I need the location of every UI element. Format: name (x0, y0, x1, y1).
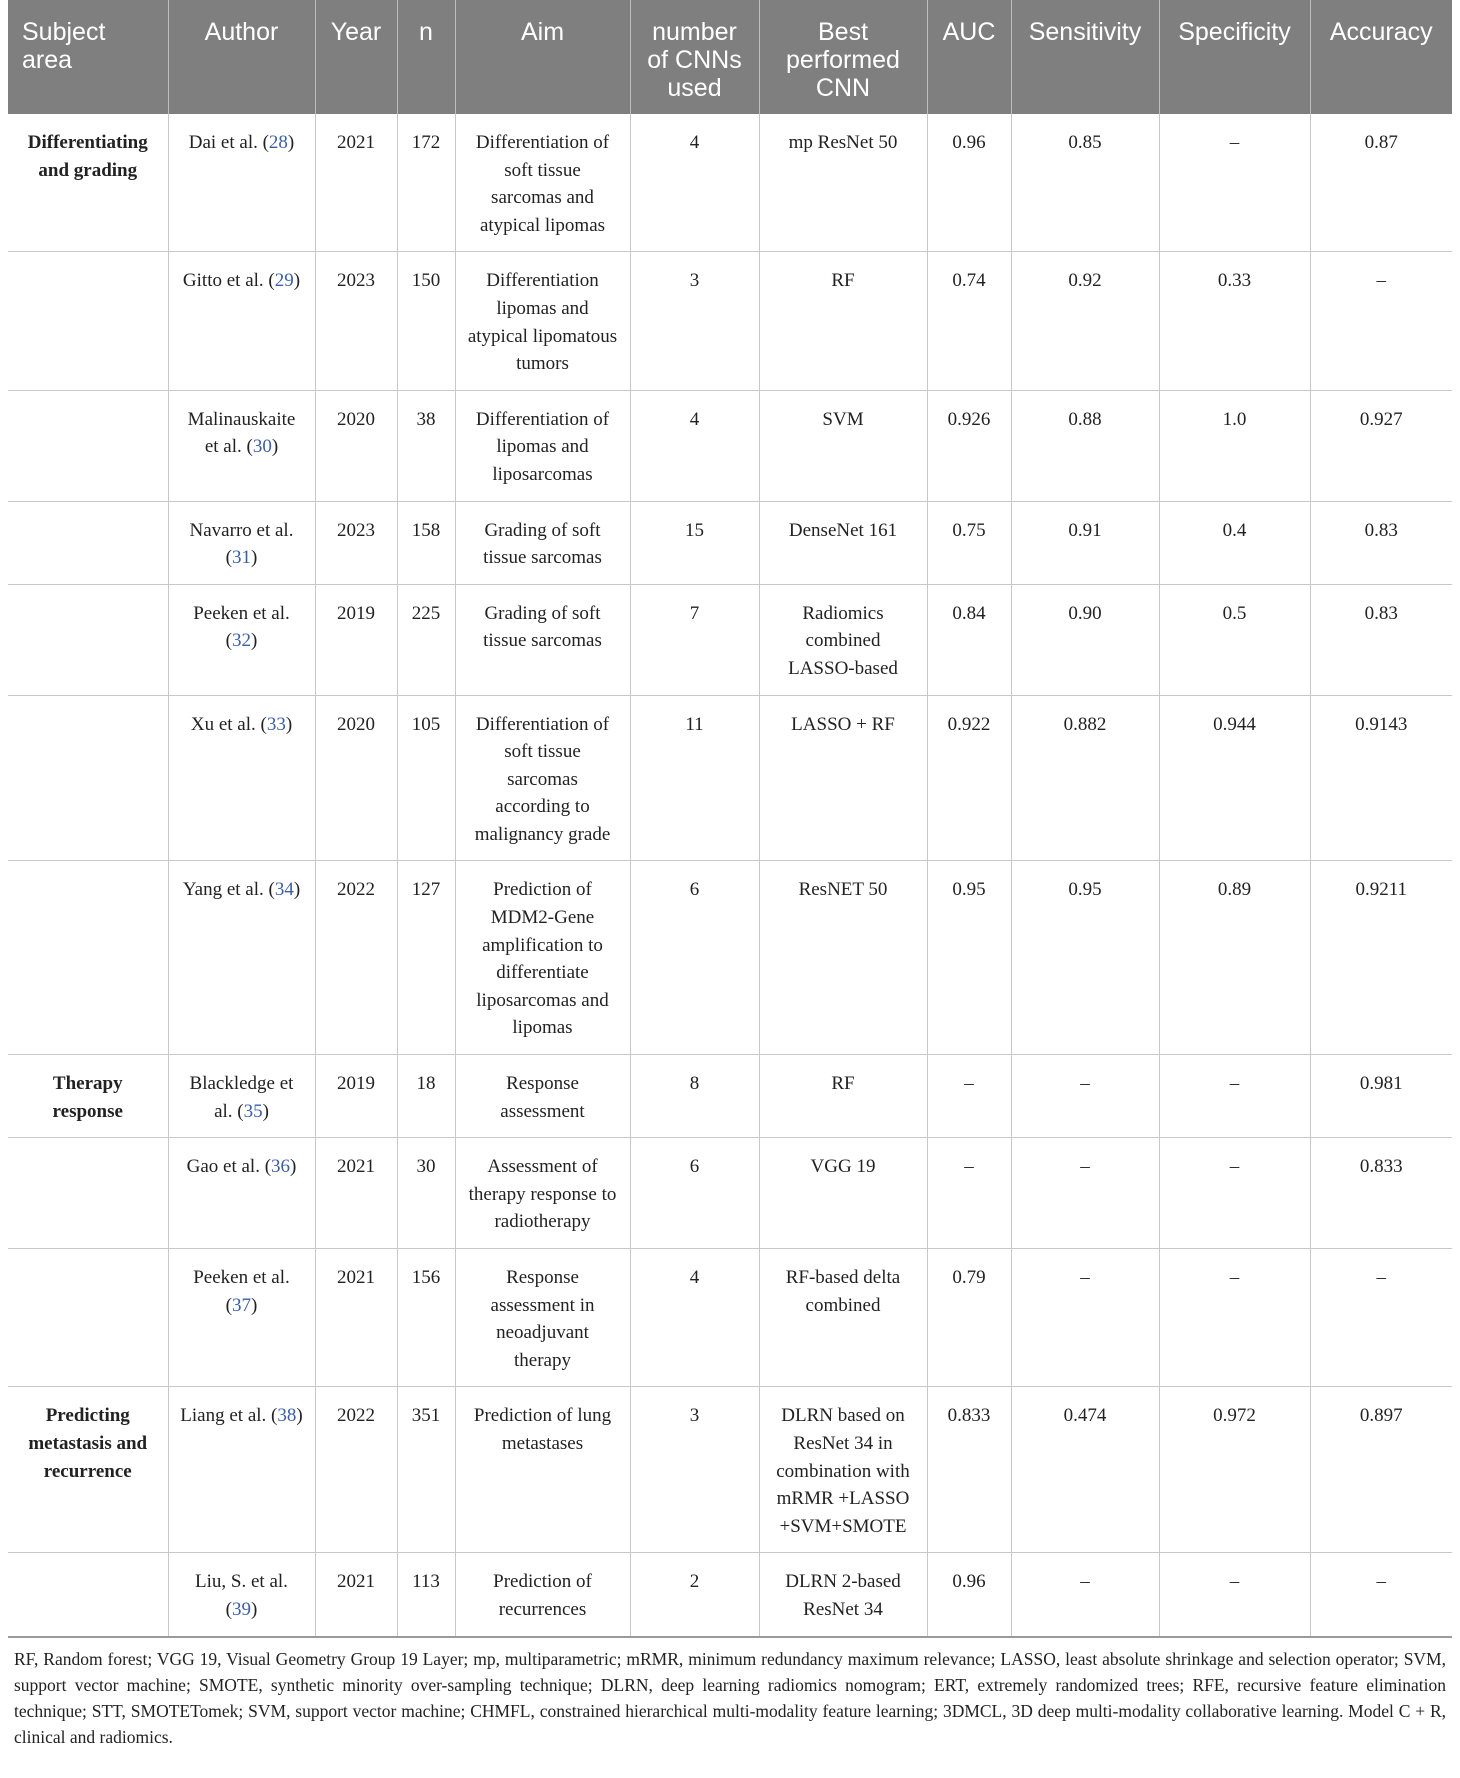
n-cell: 30 (397, 1138, 455, 1249)
accuracy-cell: 0.87 (1310, 114, 1452, 252)
cnn-count-cell: 4 (630, 1249, 759, 1387)
page (8, 0, 1452, 1750)
cnn-count-cell: 11 (630, 695, 759, 861)
author-name: Yang et al. (182, 879, 264, 901)
best-cnn-cell: Radiomics combined LASSO-based (759, 584, 927, 695)
table-row (8, 1553, 1452, 1637)
author-name: Xu et al. (190, 713, 256, 735)
author-cell: Peeken et al. (32) (168, 584, 315, 695)
year-cell: 2021 (315, 1138, 397, 1249)
subject-area-cell (8, 501, 168, 584)
aim-cell: Differentiation lipomas and atypical lipomatous tumors (455, 252, 630, 390)
subject-area-cell (8, 1249, 168, 1387)
subject-area-cell (8, 252, 168, 390)
author-cell: Dai et al. (28) (168, 114, 315, 252)
cnn-count-cell: 8 (630, 1055, 759, 1138)
table-row (8, 1138, 1452, 1249)
table-row (8, 390, 1452, 501)
best-cnn-cell: mp ResNet 50 (759, 114, 927, 252)
accuracy-cell: 0.833 (1310, 1138, 1452, 1249)
author-name: Gao et al. (186, 1156, 260, 1178)
year-cell: 2022 (315, 861, 397, 1055)
cnn-count-cell: 2 (630, 1553, 759, 1637)
reference-link[interactable]: 31 (232, 547, 251, 569)
reference-link[interactable]: 30 (252, 436, 272, 458)
auc-cell: 0.79 (927, 1249, 1011, 1387)
table-row (8, 584, 1452, 695)
header-subject-area: Subject area (8, 0, 168, 114)
reference-link[interactable]: 34 (274, 879, 294, 901)
header-author: Author (168, 0, 315, 114)
sensitivity-cell: 0.91 (1011, 501, 1159, 584)
aim-cell: Grading of soft tissue sarcomas (455, 501, 630, 584)
sensitivity-cell: – (1011, 1249, 1159, 1387)
sensitivity-cell: 0.88 (1011, 390, 1159, 501)
table-row (8, 501, 1452, 584)
accuracy-cell: 0.9211 (1310, 861, 1452, 1055)
author-name: Dai et al. (188, 132, 258, 153)
author-name: Malinauskaite et al. (187, 408, 296, 458)
accuracy-cell: – (1310, 1553, 1452, 1637)
cnn-count-cell: 3 (630, 1387, 759, 1553)
sensitivity-cell: 0.90 (1011, 584, 1159, 695)
n-cell: 113 (397, 1553, 455, 1637)
author-name: Navarro et al. (189, 519, 294, 541)
specificity-cell: – (1159, 1249, 1310, 1387)
year-cell: 2019 (315, 1055, 397, 1138)
year-cell: 2021 (315, 1249, 397, 1387)
aim-cell: Response assessment (455, 1055, 630, 1138)
cnn-count-cell: 3 (630, 252, 759, 390)
subject-area-cell (8, 695, 168, 861)
aim-cell: Prediction of MDM2-Gene amplification to differentiate liposarcomas and lipomas (455, 861, 630, 1055)
aim-cell: Prediction of lung metastases (455, 1387, 630, 1553)
sensitivity-cell: 0.95 (1011, 861, 1159, 1055)
auc-cell: – (927, 1138, 1011, 1249)
subject-area-cell (8, 861, 168, 1055)
aim-cell: Differentiation of lipomas and liposarcomas (455, 390, 630, 501)
author-cell: Malinauskaite et al. (30) (168, 390, 315, 501)
subject-area-cell: Predicting metastasis and recurrence (8, 1387, 168, 1553)
subject-area-cell (8, 1553, 168, 1637)
best-cnn-cell: SVM (759, 390, 927, 501)
sensitivity-cell: – (1011, 1553, 1159, 1637)
table-row (8, 1055, 1452, 1138)
header-best-cnn: Best performed CNN (759, 0, 927, 114)
aim-cell: Assessment of therapy response to radiotherapy (455, 1138, 630, 1249)
reference-link[interactable]: 39 (232, 1598, 251, 1620)
auc-cell: 0.74 (927, 252, 1011, 390)
auc-cell: 0.96 (927, 1553, 1011, 1637)
author-name: Liang et al. (180, 1405, 267, 1427)
sensitivity-cell: 0.882 (1011, 695, 1159, 861)
table-body (8, 114, 1452, 1637)
table-row (8, 695, 1452, 861)
cnn-count-cell: 15 (630, 501, 759, 584)
reference-link[interactable]: 35 (243, 1100, 263, 1122)
cnn-count-cell: 7 (630, 584, 759, 695)
header-number-of-cnns: number of CNNs used (630, 0, 759, 114)
author-cell: Gao et al. (36) (168, 1138, 315, 1249)
accuracy-cell: 0.927 (1310, 390, 1452, 501)
author-cell: Yang et al. (34) (168, 861, 315, 1055)
reference-link[interactable]: 32 (232, 630, 251, 652)
author-name: Gitto et al. (182, 270, 264, 292)
n-cell: 127 (397, 861, 455, 1055)
auc-cell: 0.833 (927, 1387, 1011, 1553)
author-cell: Blackledge et al. (35) (168, 1055, 315, 1138)
best-cnn-cell: ResNET 50 (759, 861, 927, 1055)
specificity-cell: – (1159, 1055, 1310, 1138)
auc-cell: – (927, 1055, 1011, 1138)
accuracy-cell: – (1310, 1249, 1452, 1387)
table-row (8, 114, 1452, 252)
year-cell: 2020 (315, 390, 397, 501)
year-cell: 2022 (315, 1387, 397, 1553)
aim-cell: Response assessment in neoadjuvant therapy (455, 1249, 630, 1387)
accuracy-cell: 0.83 (1310, 584, 1452, 695)
reference-link[interactable]: 33 (266, 713, 286, 735)
author-cell: Liang et al. (38) (168, 1387, 315, 1553)
best-cnn-cell: VGG 19 (759, 1138, 927, 1249)
author-cell: Navarro et al. (31) (168, 501, 315, 584)
header-specificity: Specificity (1159, 0, 1310, 114)
accuracy-cell: 0.897 (1310, 1387, 1452, 1553)
specificity-cell: 0.5 (1159, 584, 1310, 695)
best-cnn-cell: LASSO + RF (759, 695, 927, 861)
cnn-count-cell: 6 (630, 861, 759, 1055)
sensitivity-cell: – (1011, 1138, 1159, 1249)
sensitivity-cell: – (1011, 1055, 1159, 1138)
specificity-cell: 0.89 (1159, 861, 1310, 1055)
n-cell: 150 (397, 252, 455, 390)
auc-cell: 0.96 (927, 114, 1011, 252)
sensitivity-cell: 0.474 (1011, 1387, 1159, 1553)
specificity-cell: 0.972 (1159, 1387, 1310, 1553)
aim-cell: Prediction of recurrences (455, 1553, 630, 1637)
table-row (8, 861, 1452, 1055)
auc-cell: 0.922 (927, 695, 1011, 861)
reference-link[interactable]: 36 (271, 1156, 291, 1178)
author-name: Peeken et al. (193, 1267, 290, 1288)
author-cell: Peeken et al. (37) (168, 1249, 315, 1387)
best-cnn-cell: RF (759, 252, 927, 390)
aim-cell: Grading of soft tissue sarcomas (455, 584, 630, 695)
reference-link[interactable]: 28 (268, 132, 288, 153)
auc-cell: 0.95 (927, 861, 1011, 1055)
specificity-cell: 1.0 (1159, 390, 1310, 501)
header-accuracy: Accuracy (1310, 0, 1452, 114)
auc-cell: 0.84 (927, 584, 1011, 695)
specificity-cell: 0.33 (1159, 252, 1310, 390)
n-cell: 225 (397, 584, 455, 695)
cnn-count-cell: 6 (630, 1138, 759, 1249)
table-footnote: RF, Random forest; VGG 19, Visual Geometry Group 19 Layer; mp, multiparametric; mRMR, minimum redundancy maximum relevance; LASSO, least absolute shrinkage and selection operator; SVM, support vector machine; SMOTE, synthetic minority over-sampling technique; DLRN, deep learning radiomics nomogram; ERT, extremely randomized trees; RFE, recursive feature elimination technique; STT, SMOTETomek; SVM, support vector machine; CHMFL, constrained hierarchical multi-modality feature learning; 3DMCL, 3D deep multi-modality collaborative learning. Model C + R, clinical and radiomics. (14, 1648, 1446, 1747)
specificity-cell: 0.944 (1159, 695, 1310, 861)
best-cnn-cell: DLRN based on ResNet 34 in combination with mRMR +LASSO +SVM+SMOTE (759, 1387, 927, 1553)
author-cell: Gitto et al. (29) (168, 252, 315, 390)
subject-area-cell (8, 390, 168, 501)
subject-area-cell: Therapy response (8, 1055, 168, 1138)
specificity-cell: – (1159, 114, 1310, 252)
best-cnn-cell: RF (759, 1055, 927, 1138)
year-cell: 2023 (315, 252, 397, 390)
n-cell: 105 (397, 695, 455, 861)
table-row (8, 1387, 1452, 1553)
accuracy-cell: 0.83 (1310, 501, 1452, 584)
table-row (8, 252, 1452, 390)
author-cell: Liu, S. et al. (39) (168, 1553, 315, 1637)
n-cell: 38 (397, 390, 455, 501)
header-aim: Aim (455, 0, 630, 114)
accuracy-cell: – (1310, 252, 1452, 390)
cnn-count-cell: 4 (630, 114, 759, 252)
header-year: Year (315, 0, 397, 114)
results-table (8, 0, 1452, 1638)
year-cell: 2021 (315, 1553, 397, 1637)
accuracy-cell: 0.981 (1310, 1055, 1452, 1138)
header-row (8, 0, 1452, 114)
n-cell: 18 (397, 1055, 455, 1138)
header-sensitivity: Sensitivity (1011, 0, 1159, 114)
best-cnn-cell: DenseNet 161 (759, 501, 927, 584)
table-row (8, 1249, 1452, 1387)
year-cell: 2019 (315, 584, 397, 695)
best-cnn-cell: RF-based delta combined (759, 1249, 927, 1387)
reference-link[interactable]: 38 (277, 1405, 297, 1427)
sensitivity-cell: 0.92 (1011, 252, 1159, 390)
year-cell: 2023 (315, 501, 397, 584)
aim-cell: Differentiation of soft tissue sarcomas and atypical lipomas (455, 114, 630, 252)
auc-cell: 0.926 (927, 390, 1011, 501)
header-auc: AUC (927, 0, 1011, 114)
accuracy-cell: 0.9143 (1310, 695, 1452, 861)
subject-area-cell (8, 584, 168, 695)
year-cell: 2021 (315, 114, 397, 252)
author-cell: Xu et al. (33) (168, 695, 315, 861)
year-cell: 2020 (315, 695, 397, 861)
specificity-cell: – (1159, 1553, 1310, 1637)
specificity-cell: – (1159, 1138, 1310, 1249)
author-name: Peeken et al. (193, 602, 290, 624)
header-n: n (397, 0, 455, 114)
subject-area-cell: Differentiating and grading (8, 114, 168, 252)
n-cell: 156 (397, 1249, 455, 1387)
reference-link[interactable]: 37 (232, 1294, 251, 1316)
cnn-count-cell: 4 (630, 390, 759, 501)
author-name: Liu, S. et al. (195, 1571, 288, 1593)
author-name: Blackledge et al. (189, 1073, 294, 1122)
specificity-cell: 0.4 (1159, 501, 1310, 584)
auc-cell: 0.75 (927, 501, 1011, 584)
reference-link[interactable]: 29 (274, 270, 294, 292)
best-cnn-cell: DLRN 2-based ResNet 34 (759, 1553, 927, 1637)
n-cell: 351 (397, 1387, 455, 1553)
n-cell: 172 (397, 114, 455, 252)
subject-area-cell (8, 1138, 168, 1249)
sensitivity-cell: 0.85 (1011, 114, 1159, 252)
aim-cell: Differentiation of soft tissue sarcomas according to malignancy grade (455, 695, 630, 861)
n-cell: 158 (397, 501, 455, 584)
